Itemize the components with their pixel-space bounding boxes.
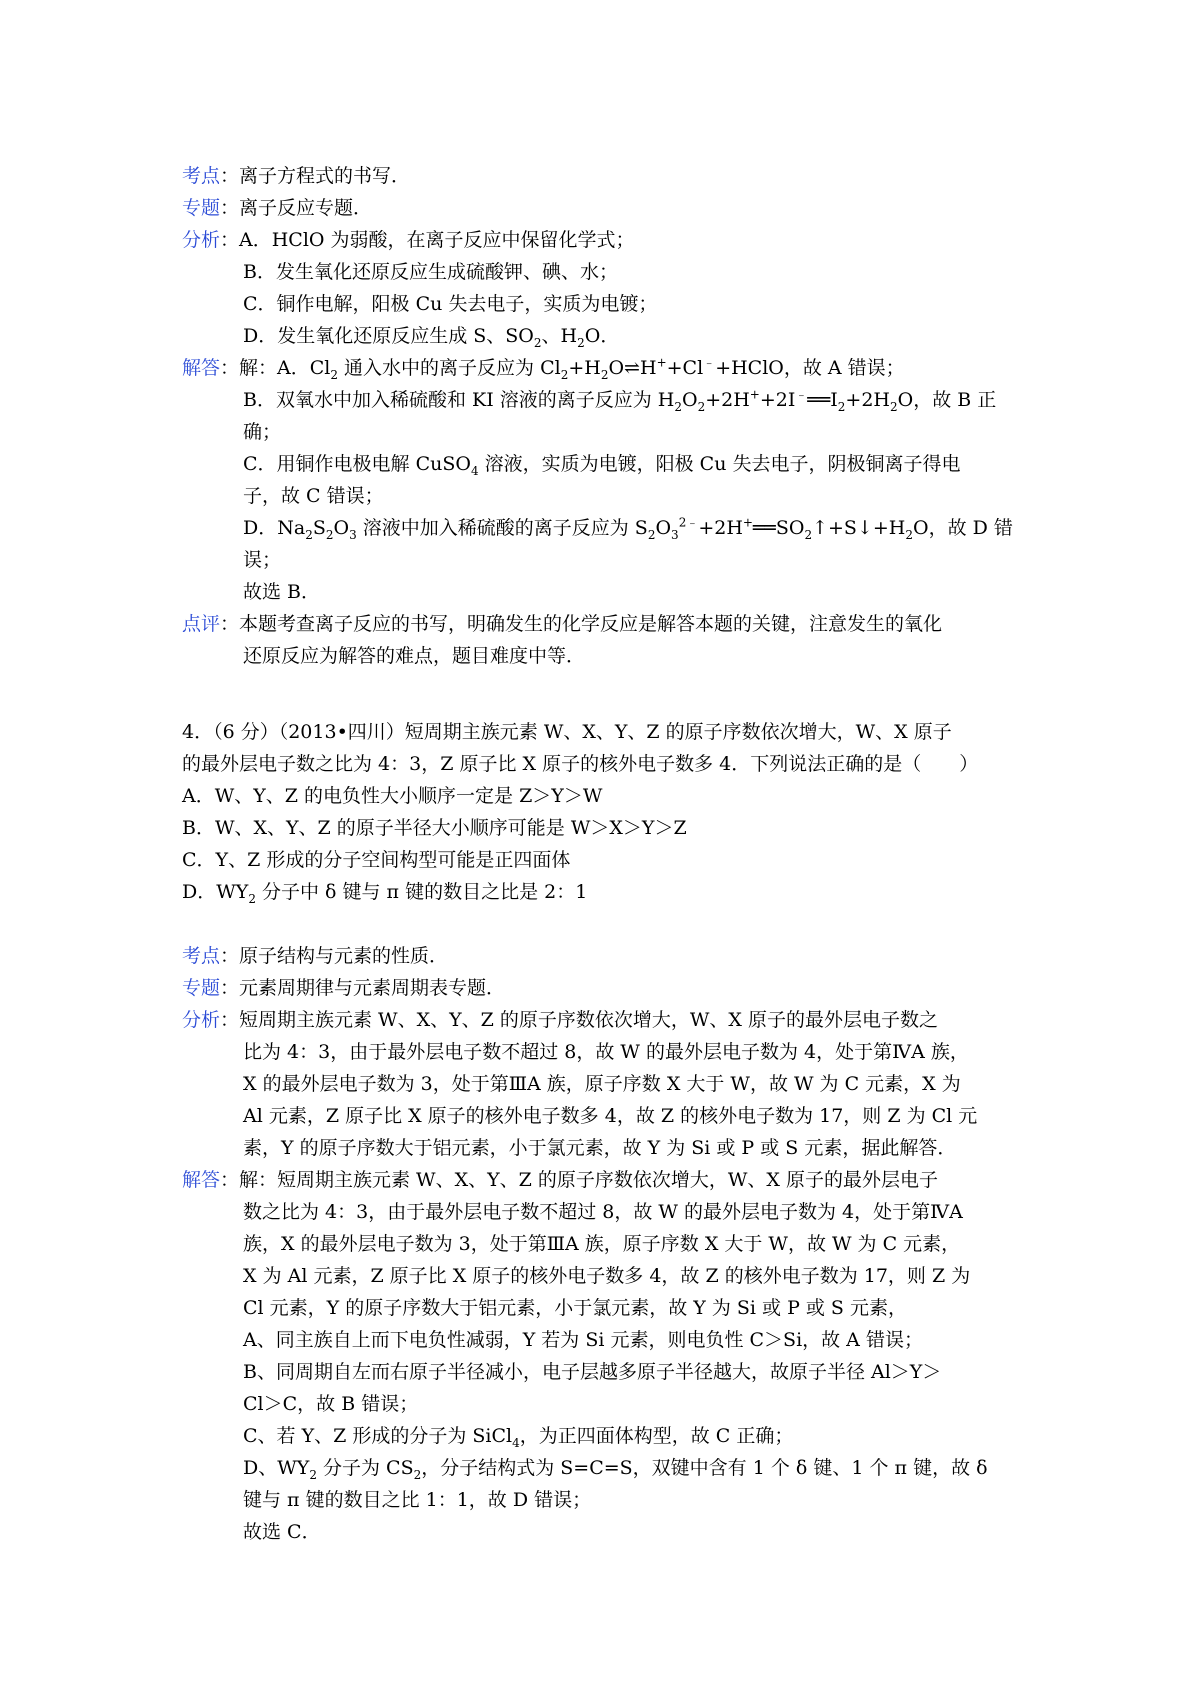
jieda-line-b-cont: 确；: [243, 421, 282, 443]
jieda-2-line-5: Cl 元素，Y 的原子序数大于铝元素，小于氯元素，故 Y 为 Si 或 P 或 S 元素，: [243, 1297, 907, 1319]
fenxi-line-b: B．发生氧化还原反应生成硫酸钾、碘、水；: [243, 261, 618, 283]
jieda-line-d-cont: 误；: [243, 549, 282, 571]
jieda-label: 解答: [182, 1169, 221, 1191]
text-run: ，分子结构式为 S=C=S，双键中含有 1 个 δ 键、1 个 π 键，故 δ: [421, 1457, 988, 1479]
superscript: +: [656, 355, 667, 370]
dianping-label: 点评: [182, 613, 221, 635]
text-run: 通入水中的离子反应为 Cl: [338, 357, 561, 379]
text-run: O: [655, 517, 672, 539]
subscript: 2: [697, 399, 706, 414]
guxuan-line-2: 故选 C．: [243, 1521, 321, 1543]
jieda-2-line-4: X 为 Al 元素，Z 原子比 X 原子的核外电子数多 4，故 Z 的核外电子数为 17，则 Z 为: [243, 1265, 971, 1287]
text-run: D．WY: [182, 881, 249, 903]
zhuanti-label: 专题: [182, 197, 221, 219]
jieda-2-line-2: 数之比为 4：3，由于最外层电子数不超过 8，故 W 的最外层电子数为 4，处于第ⅣA: [243, 1201, 963, 1223]
guxuan-line: 故选 B．: [243, 581, 321, 603]
text-run: +2H: [705, 389, 750, 411]
jieda-2-line-b1: B、同周期自左而右原子半径减小，电子层越多原子半径越大，故原子半径 Al＞Y＞: [243, 1361, 942, 1383]
fenxi-label: 分析: [182, 229, 221, 251]
text-run: ：解：短周期主族元素 W、X、Y、Z 的原子序数依次增大，W、X 原子的最外层电子: [220, 1169, 938, 1191]
text-run: +H: [568, 357, 601, 379]
superscript: +: [749, 387, 760, 402]
text-run: 分子中 δ 键与 π 键的数目之比是 2：1: [255, 881, 588, 903]
fenxi-label: 分析: [182, 1009, 221, 1031]
subscript: 2: [413, 1467, 422, 1482]
text-run: ══SO: [752, 517, 805, 539]
superscript: ﹣: [795, 387, 808, 402]
question-stem-2: 的最外层电子数之比为 4：3，Z 原子比 X 原子的核外电子数多 4．下列说法正确的是（ ）: [182, 753, 979, 775]
text-run: 溶液中加入稀硫酸的离子反应为 S: [356, 517, 648, 539]
jieda-line-c: [243, 448, 961, 480]
text-run: C、若 Y、Z 形成的分子为 SiCl: [243, 1425, 513, 1447]
fenxi-2-line-4: Al 元素，Z 原子比 X 原子的核外电子数多 4，故 Z 的核外电子数为 17，则 Z 为 Cl 元: [243, 1105, 978, 1127]
text-run: O，故 B 正: [897, 389, 997, 411]
subscript: 2: [837, 399, 846, 414]
subscript: 2: [305, 527, 313, 542]
kaodian-label: 考点: [182, 165, 221, 187]
text-run: ：元素周期律与元素周期表专题．: [220, 977, 506, 999]
text-run: ：解：A．Cl: [220, 357, 331, 379]
fenxi-line-d: [243, 320, 619, 352]
subscript: 2: [309, 1467, 317, 1482]
jieda-2-line-3: 族，X 的最外层电子数为 3，处于第ⅢA 族，原子序数 X 大于 W，故 W 为 C 元素，: [243, 1233, 961, 1255]
subscript: 3: [671, 527, 679, 542]
text-run: O⇌H: [608, 357, 657, 379]
text-run: O，故 D 错: [913, 517, 1013, 539]
text-run: D．Na: [243, 517, 306, 539]
kaodian-label: 考点: [182, 945, 221, 967]
text-run: +2I: [759, 389, 796, 411]
jieda-line-c-cont: 子，故 C 错误；: [243, 485, 384, 507]
kaodian-text: ：离子方程式的书写．: [220, 165, 411, 187]
jieda-2-line-a: A、同主族自上而下电负性减弱，Y 若为 Si 元素，则电负性 C＞Si，故 A 错误；: [243, 1329, 923, 1351]
zhuanti-text: ：离子反应专题．: [220, 197, 373, 219]
superscript: ﹣: [703, 355, 716, 370]
subscript: 2: [325, 527, 334, 542]
text-run: ：本题考查离子反应的书写，明确发生的化学反应是解答本题的关键，注意发生的氧化: [220, 613, 943, 635]
fenxi-2-line-3: X 的最外层电子数为 3，处于第ⅢA 族，原子序数 X 大于 W，故 W 为 C 元素，X 为: [243, 1073, 961, 1095]
fenxi-2-line-2: 比为 4：3，由于最外层电子数不超过 8，故 W 的最外层电子数为 4，处于第ⅣA 族，: [243, 1041, 969, 1063]
dianping-line-1: [182, 608, 942, 640]
subscript: 2: [890, 399, 898, 414]
fenxi-line-c: C．铜作电解，阳极 Cu 失去电子，实质为电镀；: [243, 293, 658, 315]
superscript: 2﹣: [678, 515, 699, 530]
subscript: 4: [512, 1435, 520, 1450]
subscript: 2: [804, 527, 813, 542]
fenxi-2-line-1: [182, 1004, 938, 1036]
subscript: 2: [600, 367, 609, 382]
text-run: O．: [584, 325, 620, 347]
subscript: 2: [248, 891, 256, 906]
subscript: 2: [647, 527, 656, 542]
text-run: +2H: [845, 389, 890, 411]
text-run: S: [312, 517, 326, 539]
option-d: [182, 876, 587, 908]
option-a: A．W、Y、Z 的电负性大小顺序一定是 Z＞Y＞W: [182, 785, 603, 807]
text-run: ：短周期主族元素 W、X、Y、Z 的原子序数依次增大，W、X 原子的最外层电子数之: [220, 1009, 938, 1031]
text-run: 溶液，实质为电镀，阳极 Cu 失去电子，阴极铜离子得电: [478, 453, 961, 475]
jieda-line-a: [182, 352, 905, 384]
fenxi-2-line-5: 素，Y 的原子序数大于铝元素，小于氯元素，故 Y 为 Si 或 P 或 S 元素，据此解答．: [243, 1137, 957, 1159]
zhuanti-line-2: [182, 972, 505, 1004]
subscript: 3: [349, 527, 357, 542]
dianping-line-2: 还原反应为解答的难点，题目难度中等．: [243, 645, 586, 667]
subscript: 2: [674, 399, 682, 414]
text-run: 、H: [541, 325, 578, 347]
option-b: B．W、X、Y、Z 的原子半径大小顺序可能是 W＞X＞Y＞Z: [182, 817, 687, 839]
text-run: +HClO，故 A 错误；: [715, 357, 905, 379]
text-run: D．发生氧化还原反应生成 S、SO: [243, 325, 534, 347]
jieda-2-line-b2: Cl＞C，故 B 错误；: [243, 1393, 419, 1415]
subscript: 4: [470, 463, 479, 478]
jieda-line-d: [243, 512, 1013, 544]
subscript: 2: [533, 335, 542, 350]
subscript: 2: [330, 367, 338, 382]
text-run: ══I: [807, 389, 838, 411]
text-run: O: [333, 517, 350, 539]
jieda-2-line-c: [243, 1420, 793, 1452]
text-run: +2H: [698, 517, 743, 539]
jieda-label: 解答: [182, 357, 221, 379]
fenxi-line-a: [182, 224, 635, 256]
text-run: B．双氧水中加入稀硫酸和 KI 溶液的离子反应为 H: [243, 389, 675, 411]
text-run: 分子为 CS: [316, 1457, 414, 1479]
text-run: ↑+S↓+H: [812, 517, 906, 539]
text-run: ，为正四面体构型，故 C 正确；: [519, 1425, 794, 1447]
kaodian-line-2: [182, 940, 448, 972]
jieda-2-line-d-cont: 键与 π 键的数目之比 1：1，故 D 错误；: [243, 1489, 592, 1511]
subscript: 2: [560, 367, 569, 382]
fenxi-text: ：A．HClO 为弱酸，在离子反应中保留化学式；: [220, 229, 635, 251]
text-run: ：原子结构与元素的性质．: [220, 945, 449, 967]
text-run: D、WY: [243, 1457, 310, 1479]
jieda-line-b: [243, 384, 996, 416]
jieda-2-line-d: [243, 1452, 988, 1484]
jieda-2-line-1: [182, 1164, 938, 1196]
superscript: +: [742, 515, 753, 530]
option-c: C．Y、Z 形成的分子空间构型可能是正四面体: [182, 849, 571, 871]
zhuanti-line: [182, 192, 372, 224]
text-run: O: [682, 389, 698, 411]
text-run: +Cl: [666, 357, 704, 379]
kaodian-line: [182, 160, 410, 192]
zhuanti-label: 专题: [182, 977, 221, 999]
question-stem-1: 4．（6 分）（2013•四川）短周期主族元素 W、X、Y、Z 的原子序数依次增大，W、X 原子: [182, 721, 952, 743]
subscript: 2: [577, 335, 585, 350]
subscript: 2: [905, 527, 913, 542]
text-run: C．用铜作电极电解 CuSO: [243, 453, 471, 475]
